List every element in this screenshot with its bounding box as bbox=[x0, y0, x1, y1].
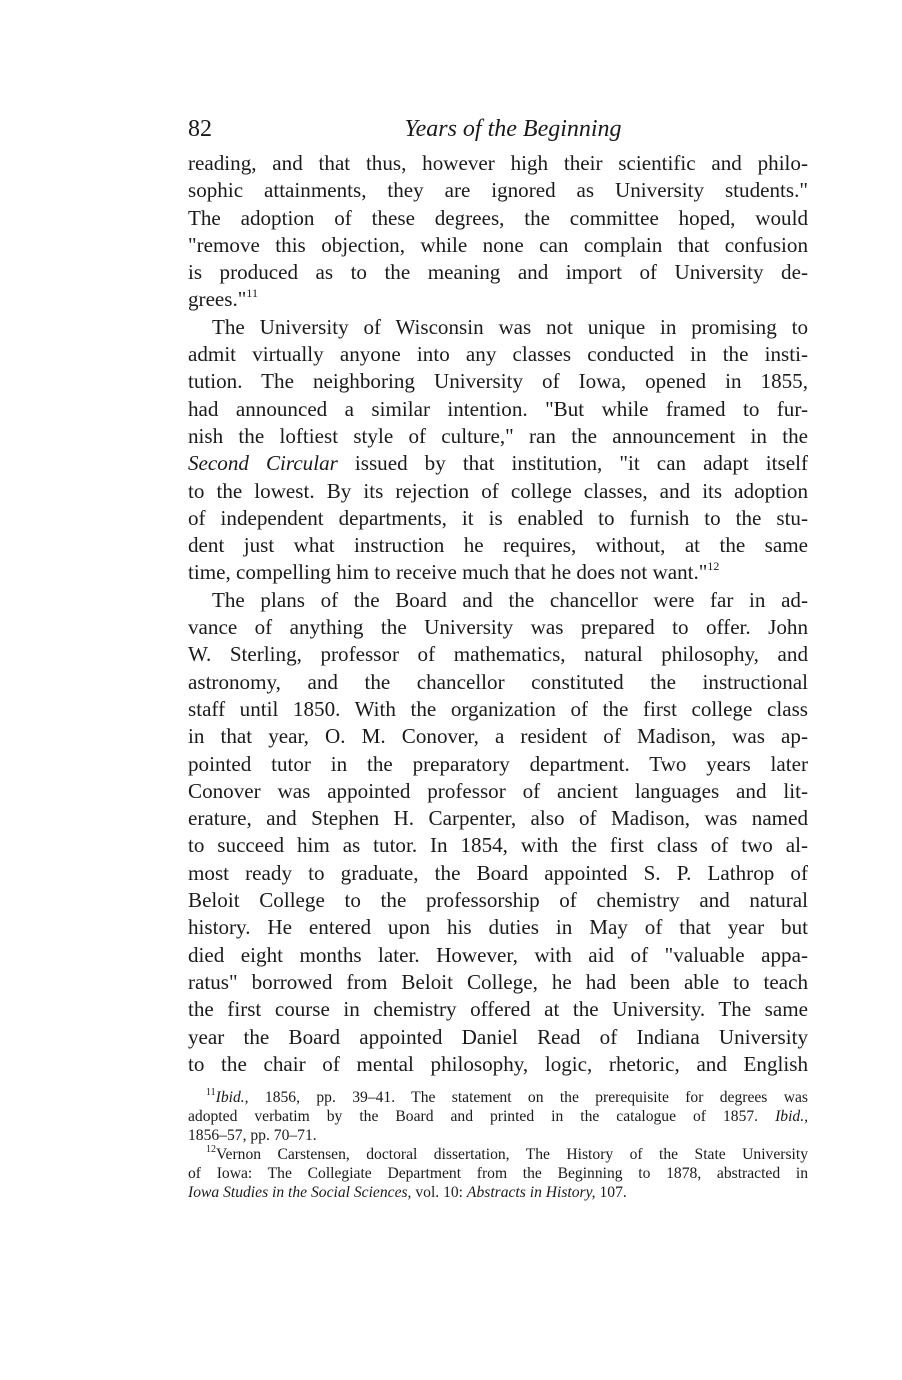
text-fragment: Vernon Carstensen, doctoral dissertation, The History of the State University bbox=[216, 1146, 808, 1164]
text-line: in that year, O. M. Conover, a resident of Madison, was ap- bbox=[188, 724, 808, 749]
body-text bbox=[188, 150, 808, 1078]
footnote-line bbox=[188, 1145, 808, 1164]
text-line: "remove this objection, while none can complain that confusion bbox=[188, 232, 808, 257]
footnote-mark: 11 bbox=[206, 1087, 216, 1099]
publication-title: Second Circular bbox=[188, 451, 338, 476]
footnote-line bbox=[188, 1183, 808, 1202]
paragraph-2 bbox=[188, 314, 808, 587]
text-line: history. He entered upon his duties in May of that year but bbox=[188, 915, 808, 940]
running-head bbox=[188, 112, 808, 150]
paragraph-3 bbox=[188, 587, 808, 1078]
text-fragment: Iowa Studies in the Social Sciences, bbox=[188, 1184, 412, 1202]
text-line: astronomy, and the chancellor constituted the instructional bbox=[188, 669, 808, 694]
text-line: to the chair of mental philosophy, logic, rhetoric, and English bbox=[188, 1051, 808, 1076]
text-line: erature, and Stephen H. Carpenter, also of Madison, was named bbox=[188, 806, 808, 831]
text-fragment: grees." bbox=[188, 287, 247, 312]
text-line: ratus" borrowed from Beloit College, he had been able to teach bbox=[188, 969, 808, 994]
text-line: is produced as to the meaning and import of University de- bbox=[188, 260, 808, 285]
text-fragment: Ibid., bbox=[215, 1089, 249, 1107]
text-line: had announced a similar intention. "But while framed to fur- bbox=[188, 396, 808, 421]
text-line: Conover was appointed professor of ancient languages and lit- bbox=[188, 778, 808, 803]
text-fragment: Abstracts in History, bbox=[466, 1184, 596, 1202]
text-line: staff until 1850. With the organization of the first college class bbox=[188, 696, 808, 721]
footnote-12 bbox=[188, 1145, 808, 1202]
paragraph-1 bbox=[188, 150, 808, 314]
footnote-11 bbox=[188, 1088, 808, 1145]
text-line: Beloit College to the professorship of chemistry and natural bbox=[188, 888, 808, 913]
text-line bbox=[188, 559, 808, 586]
text-line bbox=[188, 286, 808, 313]
text-line: W. Sterling, professor of mathematics, natural philosophy, and bbox=[188, 642, 808, 667]
footnote-line: of Iowa: The Collegiate Department from the Beginning to 1878, abstracted in bbox=[188, 1165, 808, 1183]
text-line: sophic attainments, they are ignored as University students." bbox=[188, 178, 808, 203]
text-line: reading, and that thus, however high their scientific and philo- bbox=[188, 151, 808, 175]
text-fragment: issued by that institution, "it can adapt itself bbox=[337, 451, 808, 476]
text-fragment: vol. 10: bbox=[411, 1184, 467, 1202]
text-line: nish the loftiest style of culture," ran the announcement in the bbox=[188, 423, 808, 448]
text-line: to succeed him as tutor. In 1854, with the first class of two al- bbox=[188, 833, 808, 858]
page-number: 82 bbox=[188, 116, 212, 142]
text-fragment: time, compelling him to receive much that he does not want." bbox=[188, 560, 708, 585]
text-line: year the Board appointed Daniel Read of Indiana University bbox=[188, 1024, 808, 1049]
text-line: vance of anything the University was prepared to offer. John bbox=[188, 615, 808, 640]
text-fragment: Ibid., bbox=[775, 1108, 808, 1126]
text-line: the first course in chemistry offered at the University. The same bbox=[188, 997, 808, 1022]
footnote-line: 1856–57, pp. 70–71. bbox=[188, 1127, 317, 1145]
text-line: The plans of the Board and the chancellor were far in ad- bbox=[212, 587, 808, 612]
text-fragment: 1856, pp. 39–41. The statement on the prerequisite for degrees was bbox=[248, 1089, 808, 1107]
footnote-reference: 12 bbox=[707, 559, 720, 574]
text-line: tution. The neighboring University of Iowa, opened in 1855, bbox=[188, 369, 808, 394]
footnote-mark: 12 bbox=[206, 1144, 216, 1156]
text-line: The University of Wisconsin was not unique in promising to bbox=[212, 314, 808, 339]
text-line bbox=[188, 450, 808, 477]
footnote-reference: 11 bbox=[246, 286, 258, 301]
footnote-line bbox=[188, 1088, 808, 1107]
text-line: The adoption of these degrees, the committee hoped, would bbox=[188, 205, 808, 230]
text-line: pointed tutor in the preparatory department. Two years later bbox=[188, 751, 808, 776]
text-line: died eight months later. However, with aid of "valuable appa- bbox=[188, 942, 808, 967]
running-title: Years of the Beginning bbox=[404, 116, 622, 142]
text-line: to the lowest. By its rejection of college classes, and its adoption bbox=[188, 478, 808, 503]
footnotes bbox=[188, 1088, 808, 1202]
text-line: dent just what instruction he requires, without, at the same bbox=[188, 533, 808, 558]
book-page bbox=[188, 112, 808, 1202]
text-fragment: 107. bbox=[595, 1184, 627, 1202]
text-line: admit virtually anyone into any classes conducted in the insti- bbox=[188, 342, 808, 367]
text-line: of independent departments, it is enabled to furnish to the stu- bbox=[188, 505, 808, 530]
footnote-line bbox=[188, 1107, 808, 1126]
text-line: most ready to graduate, the Board appointed S. P. Lathrop of bbox=[188, 860, 808, 885]
text-fragment: adopted verbatim by the Board and printed in the catalogue of 1857. bbox=[188, 1108, 776, 1126]
